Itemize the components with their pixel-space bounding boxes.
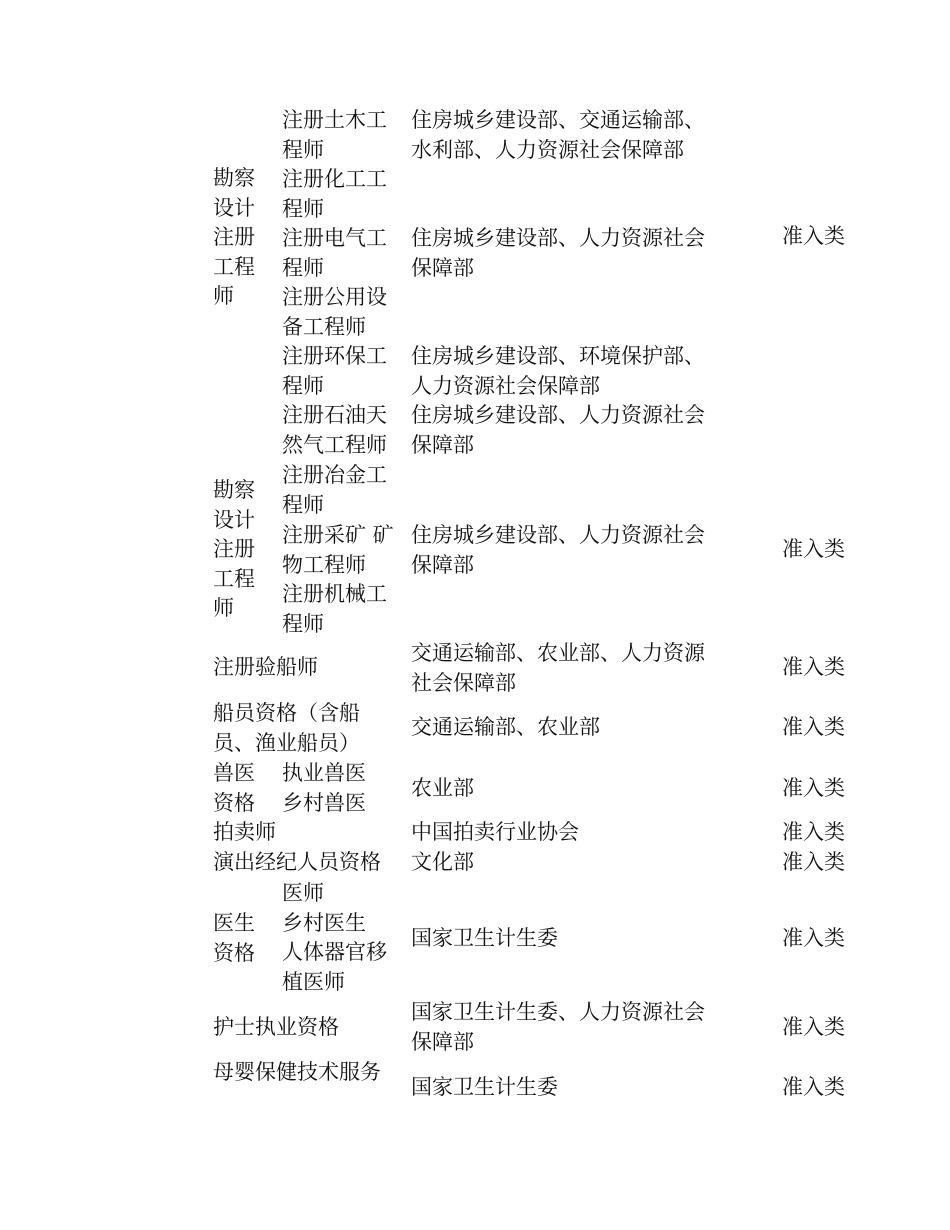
type-label: 准入类: [782, 1075, 845, 1099]
item-name: 母婴保健技术服务: [213, 1060, 381, 1084]
authority-text: 国家卫生计生委、人力资源社会 保障部: [411, 1000, 705, 1054]
type-label: 准入类: [782, 776, 845, 800]
authority-text: 农业部: [411, 776, 474, 800]
authority-text: 交通运输部、农业部、人力资源 社会保障部: [411, 641, 705, 695]
category-label: 医生 资格: [213, 911, 255, 965]
type-label: 准入类: [782, 655, 845, 679]
type-label: 准入类: [782, 715, 845, 739]
authority-text: 住房城乡建设部、人力资源社会 保障部: [411, 403, 705, 457]
authority-text: 国家卫生计生委: [411, 1075, 558, 1099]
type-label: 准入类: [782, 537, 845, 561]
category-label: 勘察 设计 注册 工程 师: [213, 478, 255, 620]
item-name: 演出经纪人员资格: [213, 850, 381, 874]
item-name: 护士执业资格: [213, 1015, 339, 1039]
type-label: 准入类: [782, 224, 845, 248]
authority-text: 文化部: [411, 850, 474, 874]
sub-item: 注册环保工 程师: [282, 344, 387, 398]
item-name: 船员资格（含船 员、渔业船员）: [213, 701, 360, 755]
sub-item: 执业兽医 乡村兽医: [282, 761, 366, 815]
category-label: 勘察 设计 注册 工程 师: [213, 166, 255, 308]
authority-text: 住房城乡建设部、人力资源社会 保障部: [411, 523, 705, 577]
sub-item: 医师 乡村医生 人体器官移 植医师: [282, 881, 387, 994]
item-name: 注册验船师: [213, 655, 318, 679]
sub-item: 注册电气工 程师: [282, 226, 387, 280]
sub-item: 注册土木工 程师: [282, 108, 387, 162]
sub-item: 注册采矿 矿 物工程师: [282, 523, 394, 577]
authority-text: 国家卫生计生委: [411, 926, 558, 950]
type-label: 准入类: [782, 850, 845, 874]
authority-text: 交通运输部、农业部: [411, 715, 600, 739]
authority-text: 中国拍卖行业协会: [411, 820, 579, 844]
type-label: 准入类: [782, 926, 845, 950]
type-label: 准入类: [782, 1015, 845, 1039]
sub-item: 注册公用设 备工程师: [282, 285, 387, 339]
category-label: 兽医 资格: [213, 761, 255, 815]
item-name: 拍卖师: [213, 820, 276, 844]
authority-text: 住房城乡建设部、人力资源社会 保障部: [411, 226, 705, 280]
sub-item: 注册石油天 然气工程师: [282, 403, 387, 457]
type-label: 准入类: [782, 820, 845, 844]
sub-item: 注册机械工 程师: [282, 582, 387, 636]
authority-text: 住房城乡建设部、交通运输部、 水利部、人力资源社会保障部: [411, 108, 705, 162]
sub-item: 注册化工工 程师: [282, 167, 387, 221]
sub-item: 注册冶金工 程师: [282, 463, 387, 517]
authority-text: 住房城乡建设部、环境保护部、 人力资源社会保障部: [411, 344, 705, 398]
